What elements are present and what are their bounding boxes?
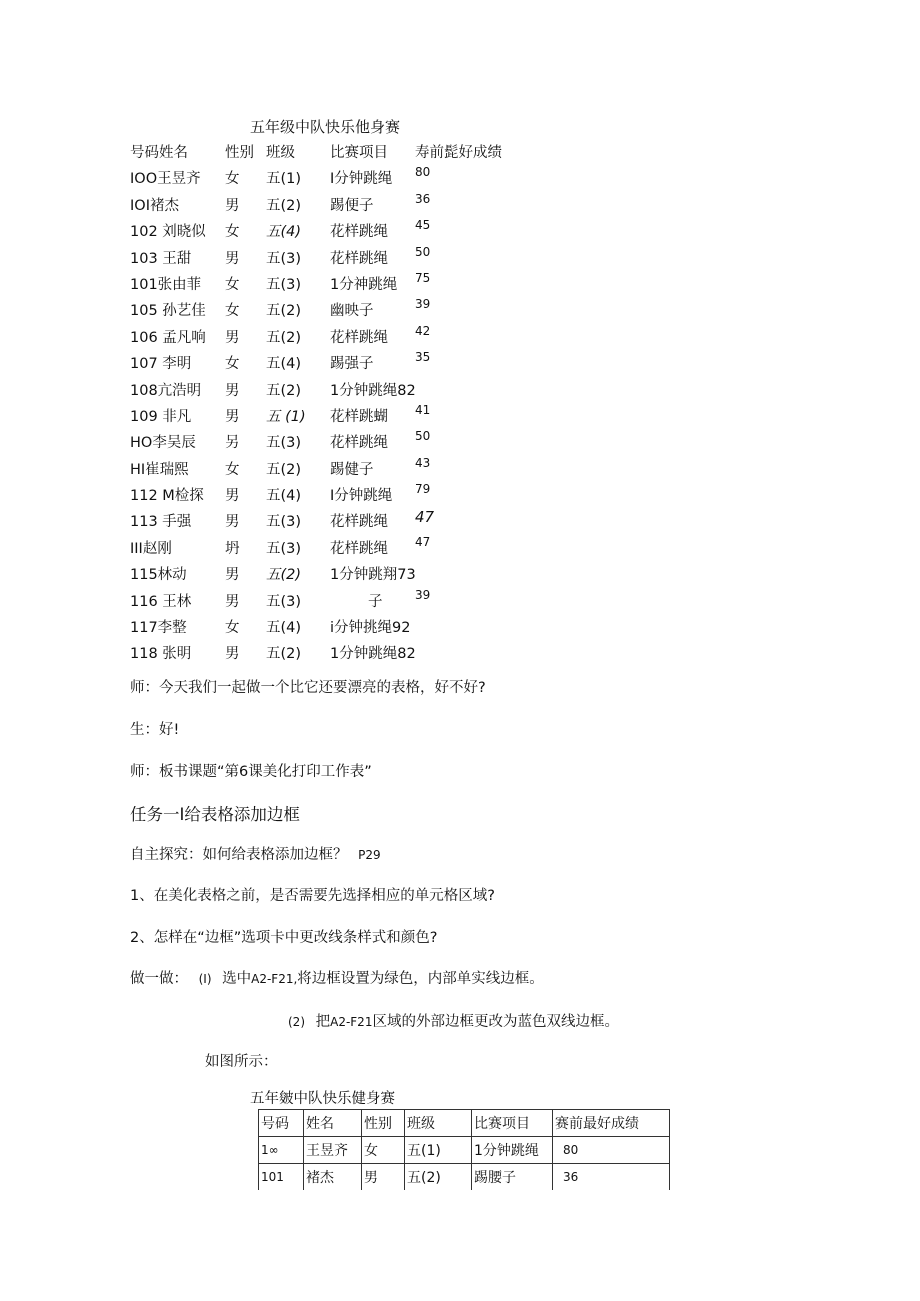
table-row [259, 1137, 670, 1164]
table-cell: 王昱齐 [304, 1137, 362, 1164]
event-cell: I分钟跳绳 [330, 171, 393, 188]
explore-label: 自主探究：如何给表格添加边框？ [130, 847, 348, 863]
gender-cell: 男 [225, 488, 240, 505]
header-cell: 班级 [405, 1110, 472, 1137]
id-name-cell: 106 孟凡响 [130, 329, 206, 346]
class-cell: 五(2) [266, 197, 302, 214]
score-cell: 39 [415, 587, 431, 602]
event-cell: i分钟挑绳92 [330, 620, 411, 637]
id-name-cell: 118 张明 [130, 646, 192, 663]
class-cell: 五(3) [266, 514, 302, 531]
class-cell: 五(3) [266, 593, 302, 610]
table-cell: 褚杰 [304, 1164, 362, 1191]
class-cell: 五(2) [266, 567, 302, 584]
id-name-cell: 109 非凡 [130, 408, 192, 425]
table-cell: 1分钟跳绳 [472, 1137, 553, 1164]
table1-title: 五年级中队快乐他身赛 [250, 118, 401, 136]
event-cell: 花样跳绳 [330, 224, 388, 241]
event-cell: 踢强子 [330, 356, 374, 373]
score-cell: 39 [415, 297, 431, 312]
step-text: 选中 [222, 971, 252, 987]
step-text: 把 [315, 1014, 331, 1030]
event-cell: 花样跳绳 [330, 329, 388, 346]
step-number: (I) [198, 972, 212, 986]
id-name-cell: 115林动 [130, 567, 187, 584]
event-cell: 踢健子 [330, 461, 374, 478]
score-cell: 47 [415, 534, 431, 549]
table-cell: 五(2) [405, 1164, 472, 1191]
score-cell: 50 [415, 429, 431, 444]
score-cell: 45 [415, 218, 431, 233]
event-cell: 花样跳绳 [330, 435, 388, 452]
id-name-cell: 116 王林 [130, 593, 192, 610]
step-number: (2) [288, 1015, 305, 1029]
event-cell: 花样跳蝴 [330, 408, 388, 425]
do-label: 做一做： [130, 971, 188, 987]
gender-cell: 女 [225, 461, 240, 478]
step-text: 区域的外部边框更改为蓝色双线边框。 [372, 1014, 619, 1030]
header-cell: 号码姓名 [130, 145, 188, 161]
id-name-cell: 113 手强 [130, 514, 192, 531]
question-1: 1、在美化表格之前，是否需要先选择相应的单元格区域? [130, 888, 495, 904]
id-name-cell: HO李吴辰 [130, 435, 196, 452]
id-name-cell: 107 李明 [130, 356, 192, 373]
score-cell: 41 [415, 402, 431, 417]
cell-range: A2-F21, [251, 972, 298, 986]
table2-title: 五年皴中队快乐健身赛 [250, 1091, 395, 1107]
event-cell: 1分钟跳绳82 [330, 382, 416, 399]
step-text: 将边框设置为绿色，内部单实线边框。 [297, 971, 544, 987]
gender-cell: 男 [225, 408, 240, 425]
gender-cell: 男 [225, 250, 240, 267]
teacher-line-2: 师：板书课题“第6课美化打印工作表” [130, 764, 372, 780]
header-cell: 赛前最好成绩 [553, 1110, 670, 1137]
teacher-line-1: 师：今天我们一起做一个比它还要漂亮的表格，好不好? [130, 680, 486, 696]
score-cell: 42 [415, 323, 431, 338]
styled-table [258, 1109, 670, 1190]
gender-cell: 女 [225, 303, 240, 320]
event-cell: 花样跳绳 [330, 514, 388, 531]
task-heading: 任务一I给表格添加边框 [130, 805, 300, 824]
header-cell: 比赛项目 [330, 145, 388, 161]
header-cell: 班级 [266, 145, 295, 161]
gender-cell: 男 [225, 593, 240, 610]
gender-cell: 女 [225, 171, 240, 188]
id-name-cell: 102 刘晓似 [130, 224, 206, 241]
class-cell: 五(2) [266, 646, 302, 663]
event-cell: 幽映子 [330, 303, 374, 320]
figure-caption: 如图所示： [205, 1054, 278, 1070]
event-cell: I分钟跳绳 [330, 488, 393, 505]
class-cell: 五 (1) [266, 408, 306, 425]
class-cell: 五(3) [266, 435, 302, 452]
id-name-cell: IOO王昱齐 [130, 171, 201, 188]
event-cell: 子 [368, 593, 383, 610]
id-name-cell: 117李整 [130, 620, 187, 637]
class-cell: 五(4) [266, 224, 302, 241]
event-cell: 1分钟跳翔73 [330, 567, 416, 584]
event-cell: 花样跳绳 [330, 540, 388, 557]
class-cell: 五(2) [266, 382, 302, 399]
id-name-cell: 101张由菲 [130, 276, 202, 293]
gender-cell: 女 [225, 620, 240, 637]
table-row [259, 1164, 670, 1191]
table-cell: 男 [362, 1164, 405, 1191]
table-cell: 五(1) [405, 1137, 472, 1164]
gender-cell: 男 [225, 646, 240, 663]
table-cell: 101 [259, 1164, 304, 1191]
gender-cell: 女 [225, 276, 240, 293]
score-cell: 75 [415, 270, 431, 285]
class-cell: 五(2) [266, 329, 302, 346]
class-cell: 五(4) [266, 620, 302, 637]
gender-cell: 男 [225, 382, 240, 399]
id-name-cell: 112 M检探 [130, 488, 204, 505]
score-cell: 47 [415, 508, 435, 527]
gender-cell: 女 [225, 224, 240, 241]
class-cell: 五(4) [266, 488, 302, 505]
table-header-row [259, 1110, 670, 1137]
table-cell: 80 [553, 1137, 670, 1164]
class-cell: 五(3) [266, 250, 302, 267]
event-cell: 花样跳绳 [330, 250, 388, 267]
score-cell: 79 [415, 482, 431, 497]
score-cell: 35 [415, 350, 431, 365]
header-cell: 寿前髭好成绩 [415, 145, 502, 161]
gender-cell: 女 [225, 356, 240, 373]
gender-cell: 男 [225, 514, 240, 531]
id-name-cell: 105 孙艺佳 [130, 303, 206, 320]
gender-cell: 男 [225, 329, 240, 346]
gender-cell: 坍 [225, 540, 240, 557]
score-cell: 50 [415, 244, 431, 259]
explore-page: P29 [358, 848, 381, 862]
table-cell: 36 [553, 1164, 670, 1191]
class-cell: 五(2) [266, 461, 302, 478]
class-cell: 五(2) [266, 303, 302, 320]
explore-line [130, 843, 381, 864]
event-cell: 1分神跳绳 [330, 276, 398, 293]
id-name-cell: 103 王甜 [130, 250, 192, 267]
header-cell: 性别 [225, 145, 254, 161]
student-line: 生：好! [130, 722, 180, 738]
event-cell: 1分钟跳绳82 [330, 646, 416, 663]
header-cell: 性别 [362, 1110, 405, 1137]
question-2: 2、怎样在“边框”选项卡中更改线条样式和颜色? [130, 930, 438, 946]
header-cell: 比赛项目 [472, 1110, 553, 1137]
score-cell: 43 [415, 455, 431, 470]
gender-cell: 男 [225, 567, 240, 584]
gender-cell: 另 [225, 435, 240, 452]
score-cell: 80 [415, 165, 431, 180]
header-cell: 姓名 [304, 1110, 362, 1137]
table-cell: 踢腰子 [472, 1164, 553, 1191]
id-name-cell: IOI褚杰 [130, 197, 179, 214]
id-name-cell: III赵刚 [130, 540, 172, 557]
table-cell: 1∞ [259, 1137, 304, 1164]
cell-range: A2-F21 [330, 1015, 373, 1029]
header-cell: 号码 [259, 1110, 304, 1137]
do-step-2 [288, 1010, 619, 1031]
class-cell: 五(4) [266, 356, 302, 373]
id-name-cell: HI崔瑞熙 [130, 461, 189, 478]
event-cell: 踢便子 [330, 197, 374, 214]
do-step-1 [130, 967, 544, 988]
class-cell: 五(3) [266, 276, 302, 293]
gender-cell: 男 [225, 197, 240, 214]
score-cell: 36 [415, 191, 431, 206]
class-cell: 五(1) [266, 171, 302, 188]
class-cell: 五(3) [266, 540, 302, 557]
id-name-cell: 108亢浩明 [130, 382, 202, 399]
table-cell: 女 [362, 1137, 405, 1164]
